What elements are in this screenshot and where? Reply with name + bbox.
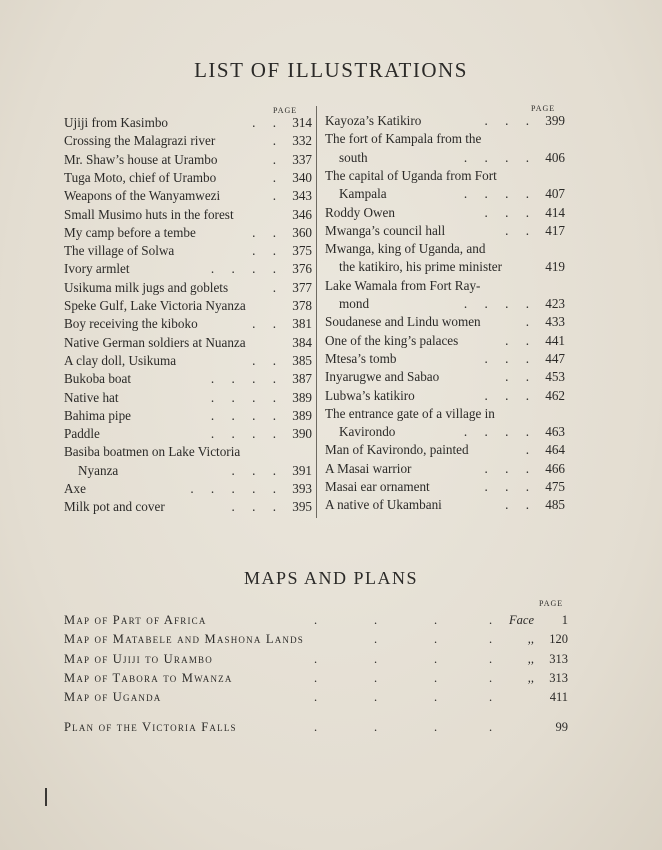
illustration-page-number: 360 [292,224,312,240]
map-title: Map of Tabora to Mwanza [64,671,233,685]
illustration-entry [325,478,565,496]
illustration-title: A native of Ukambani [325,497,442,513]
illustration-entry [64,242,312,260]
illustration-page-number: 414 [545,204,565,220]
illustration-title-continuation: south [339,149,368,165]
right-page-header: PAGE [531,104,556,113]
leader-dots: . . . . [210,261,276,277]
map-page-number: 313 [549,671,568,685]
illustration-page-number: 389 [292,407,312,423]
leader-dot: . [314,720,319,734]
illustration-entry [64,370,312,388]
illustration-title-continuation: Nyanza [78,462,119,478]
illustration-page-number: 447 [545,350,565,366]
illustration-title: One of the king’s palaces [325,332,459,348]
illustration-title: Lubwa’s katikiro [325,387,415,403]
leader-dots: . . . [484,204,529,220]
illustration-entry [325,368,565,386]
map-title: Plan of the Victoria Falls [64,720,237,734]
map-face-label: Face [509,613,534,627]
illustration-title: Masai ear ornament [325,479,430,494]
illustration-entry [64,334,312,352]
leader-dot: . [314,690,319,704]
leader-dots: . . . [484,113,529,128]
illustration-page-number: 423 [545,295,565,311]
illustration-entry [64,224,312,242]
leader-dot: . [489,652,494,666]
illustration-entry [325,313,565,331]
map-face-label: ,, [527,652,534,666]
leader-dots: . . [505,497,529,513]
illustration-entry [325,387,565,405]
illustration-entry [64,407,312,425]
illustration-page-number: 390 [292,426,312,442]
illustration-entry [325,441,565,459]
illustration-title: Tuga Moto, chief of Urambo [64,169,217,185]
map-title: Map of Uganda [64,690,162,704]
illustration-page-number: 466 [545,460,565,476]
illustration-entry [64,315,312,333]
illustration-title: Crossing the Malagrazi river [64,133,216,149]
illustration-title: Usikuma milk jugs and goblets [64,279,229,295]
illustration-entry [325,240,565,277]
illustration-page-number: 375 [292,243,312,259]
map-page-number: 1 [561,613,568,627]
map-page-number: 99 [555,720,568,734]
leader-dots: . . [252,316,276,332]
illustration-page-number: 346 [292,206,312,222]
illustration-entry [64,187,312,205]
leader-dot: . [374,671,379,685]
leader-dot: . [314,613,319,627]
illustration-page-number: 399 [545,113,565,128]
illustration-title: Paddle [64,426,100,442]
illustration-title: Soudanese and Lindu women [325,314,481,330]
illustration-title: A clay doll, Usikuma [64,352,177,368]
illustration-page-number: 463 [545,424,565,440]
leader-dot: . [489,720,494,734]
map-title: Map of Part of Africa [64,613,207,627]
leader-dots: . . . . [210,426,276,442]
illustration-title: The fort of Kampala from the [325,131,482,147]
map-face-label: ,, [527,632,534,646]
illustration-title: Mtesa’s tomb [325,350,397,366]
map-entry [64,613,568,631]
illustration-title-continuation: Kampala [339,186,387,202]
illustration-entry [64,132,312,150]
illustration-title: Native German soldiers at Nuanza [64,334,246,350]
illustration-title: Basiba boatmen on Lake Victoria [64,444,241,460]
leader-dots: . . . . [210,407,276,423]
illustration-page-number: 406 [545,149,565,165]
leader-dot: . [489,632,494,646]
leader-dot: . [374,652,379,666]
map-entry [64,720,568,738]
illustration-title: The capital of Uganda from Fort [325,167,497,183]
leader-dot: . [489,613,494,627]
illustration-title: Ivory armlet [64,261,130,277]
illustration-entry [64,498,312,516]
illustration-entry [64,169,312,187]
left-page-header: PAGE [273,106,298,115]
maps-page-header: PAGE [539,599,564,608]
illustration-title-continuation: the katikiro, his prime minister [339,259,502,275]
column-divider [316,106,317,518]
illustration-title: My camp before a tembe [64,224,196,240]
map-page-number: 120 [549,632,568,646]
illustration-page-number: 384 [292,334,312,350]
illustration-page-number: 387 [292,371,312,387]
illustration-page-number: 340 [292,169,312,185]
illustration-title: A Masai warrior [325,460,412,476]
illustration-title: Small Musimo huts in the forest [64,206,234,222]
leader-dot: . [489,690,494,704]
illustration-entry [325,350,565,368]
illustration-title-continuation: Kavirondo [339,424,396,440]
map-entry [64,690,568,708]
illustration-entry [325,222,565,240]
illustration-page-number: 395 [292,499,312,515]
illustration-page-number: 385 [292,352,312,368]
map-title: Map of Ujiji to Urambo [64,652,213,666]
illustration-page-number: 464 [545,442,565,458]
leader-dots: . . . [484,350,529,366]
map-entry [64,671,568,689]
leader-dots: . . . [231,499,276,515]
leader-dot: . [314,652,319,666]
illustration-entry [325,204,565,222]
page-title: LIST OF ILLUSTRATIONS [194,58,468,82]
leader-dot: . [314,671,319,685]
leader-dots: . . . . . [190,481,276,496]
leader-dots: . . [252,243,276,259]
illustration-entry [325,460,565,478]
margin-mark [45,788,47,806]
leader-dot: . [374,632,379,646]
illustration-page-number: 462 [545,387,565,403]
illustration-page-number: 378 [292,298,312,313]
illustration-title: The village of Solwa [64,243,175,259]
leader-dots: . . [505,369,529,385]
leader-dots: . . . [231,462,276,478]
illustration-title: Native hat [64,389,119,405]
leader-dot: . [374,613,379,627]
illustration-title: Man of Kavirondo, painted [325,442,469,458]
illustration-title: Inyarugwe and Sabao [325,369,440,385]
illustration-page-number: 391 [292,462,312,478]
illustration-page-number: 381 [292,316,312,332]
illustration-entry [325,167,565,204]
illustration-entry [64,425,312,443]
leader-dot: . [374,720,379,734]
leader-dots: . [525,314,529,330]
leader-dots: . [272,188,276,204]
illustration-page-number: 343 [292,188,312,204]
leader-dot: . [434,690,439,704]
leader-dots: . . . . [463,186,529,202]
leader-dots: . [272,169,276,185]
leader-dots: . . . . [463,424,529,440]
illustration-page-number: 485 [545,497,565,513]
illustration-page-number: 419 [545,259,565,275]
illustration-title: Mwanga’s council hall [325,222,446,238]
illustration-entry [64,206,312,224]
illustration-page-number: 475 [545,479,565,494]
illustration-page-number: 433 [545,314,565,330]
illustration-entry [64,279,312,297]
illustration-page-number: 389 [292,389,312,405]
illustration-title: The entrance gate of a village in [325,405,495,421]
illustration-page-number: 314 [292,115,312,130]
illustration-entry [64,480,312,498]
illustration-page-number: 377 [292,279,312,295]
illustration-title: Boy receiving the kiboko [64,316,198,332]
illustration-entry [64,260,312,278]
illustration-title: Bahima pipe [64,407,132,423]
illustration-title: Lake Wamala from Fort Ray- [325,277,481,293]
illustration-title: Roddy Owen [325,204,395,220]
leader-dot: . [434,652,439,666]
illustration-page-number: 417 [545,222,565,238]
illustration-entry [325,405,565,442]
illustration-entry [64,389,312,407]
illustration-title: Mwanga, king of Uganda, and [325,241,486,257]
illustration-entry [64,352,312,370]
leader-dot: . [374,690,379,704]
leader-dots: . . . . [210,371,276,387]
leader-dot: . [434,632,439,646]
illustration-entry [64,297,312,315]
illustration-entry [64,114,312,132]
map-entry [64,632,568,650]
leader-dots: . [272,279,276,295]
illustration-title: Kayoza’s Katikiro [325,113,422,128]
illustration-title: Axe [64,481,86,496]
leader-dot: . [434,671,439,685]
leader-dots: . [525,442,529,458]
illustration-entry [325,112,565,130]
leader-dots: . . . . [463,295,529,311]
leader-dots: . . [252,224,276,240]
illustration-entry [325,496,565,514]
leader-dots: . . [252,115,276,130]
leader-dot: . [434,613,439,627]
illustration-page-number: 441 [545,332,565,348]
illustration-title: Milk pot and cover [64,499,165,515]
illustration-page-number: 337 [292,151,312,167]
leader-dots: . . [505,222,529,238]
illustration-entry [325,332,565,350]
illustration-title: Speke Gulf, Lake Victoria Nyanza [64,298,246,313]
illustration-title: Ujiji from Kasimbo [64,115,169,130]
leader-dots: . . . . [463,149,529,165]
illustration-page-number: 453 [545,369,565,385]
leader-dot: . [434,720,439,734]
map-face-label: ,, [527,671,534,685]
illustration-entry [64,443,312,480]
illustration-title: Weapons of the Wanyamwezi [64,188,221,204]
map-title: Map of Matabele and Mashona Lands [64,632,304,646]
illustration-entry [64,151,312,169]
maps-section-title: MAPS AND PLANS [243,568,419,588]
leader-dots: . [272,151,276,167]
illustration-title-continuation: mond [339,295,370,311]
illustration-page-number: 332 [292,133,312,149]
leader-dots: . . . [484,460,529,476]
illustration-page-number: 407 [545,186,565,202]
leader-dots: . . . [484,479,529,494]
leader-dots: . . . . [210,389,276,405]
illustration-entry [325,277,565,314]
illustration-title: Mr. Shaw’s house at Urambo [64,151,218,167]
illustration-page-number: 393 [292,481,312,496]
illustration-page-number: 376 [292,261,312,277]
illustration-entry [325,130,565,167]
leader-dots: . . [252,352,276,368]
leader-dots: . . [505,332,529,348]
map-page-number: 411 [549,690,568,704]
leader-dot: . [489,671,494,685]
map-entry [64,652,568,670]
map-page-number: 313 [549,652,568,666]
leader-dots: . [272,133,276,149]
leader-dots: . . . [484,387,529,403]
illustration-title: Bukoba boat [64,371,132,387]
